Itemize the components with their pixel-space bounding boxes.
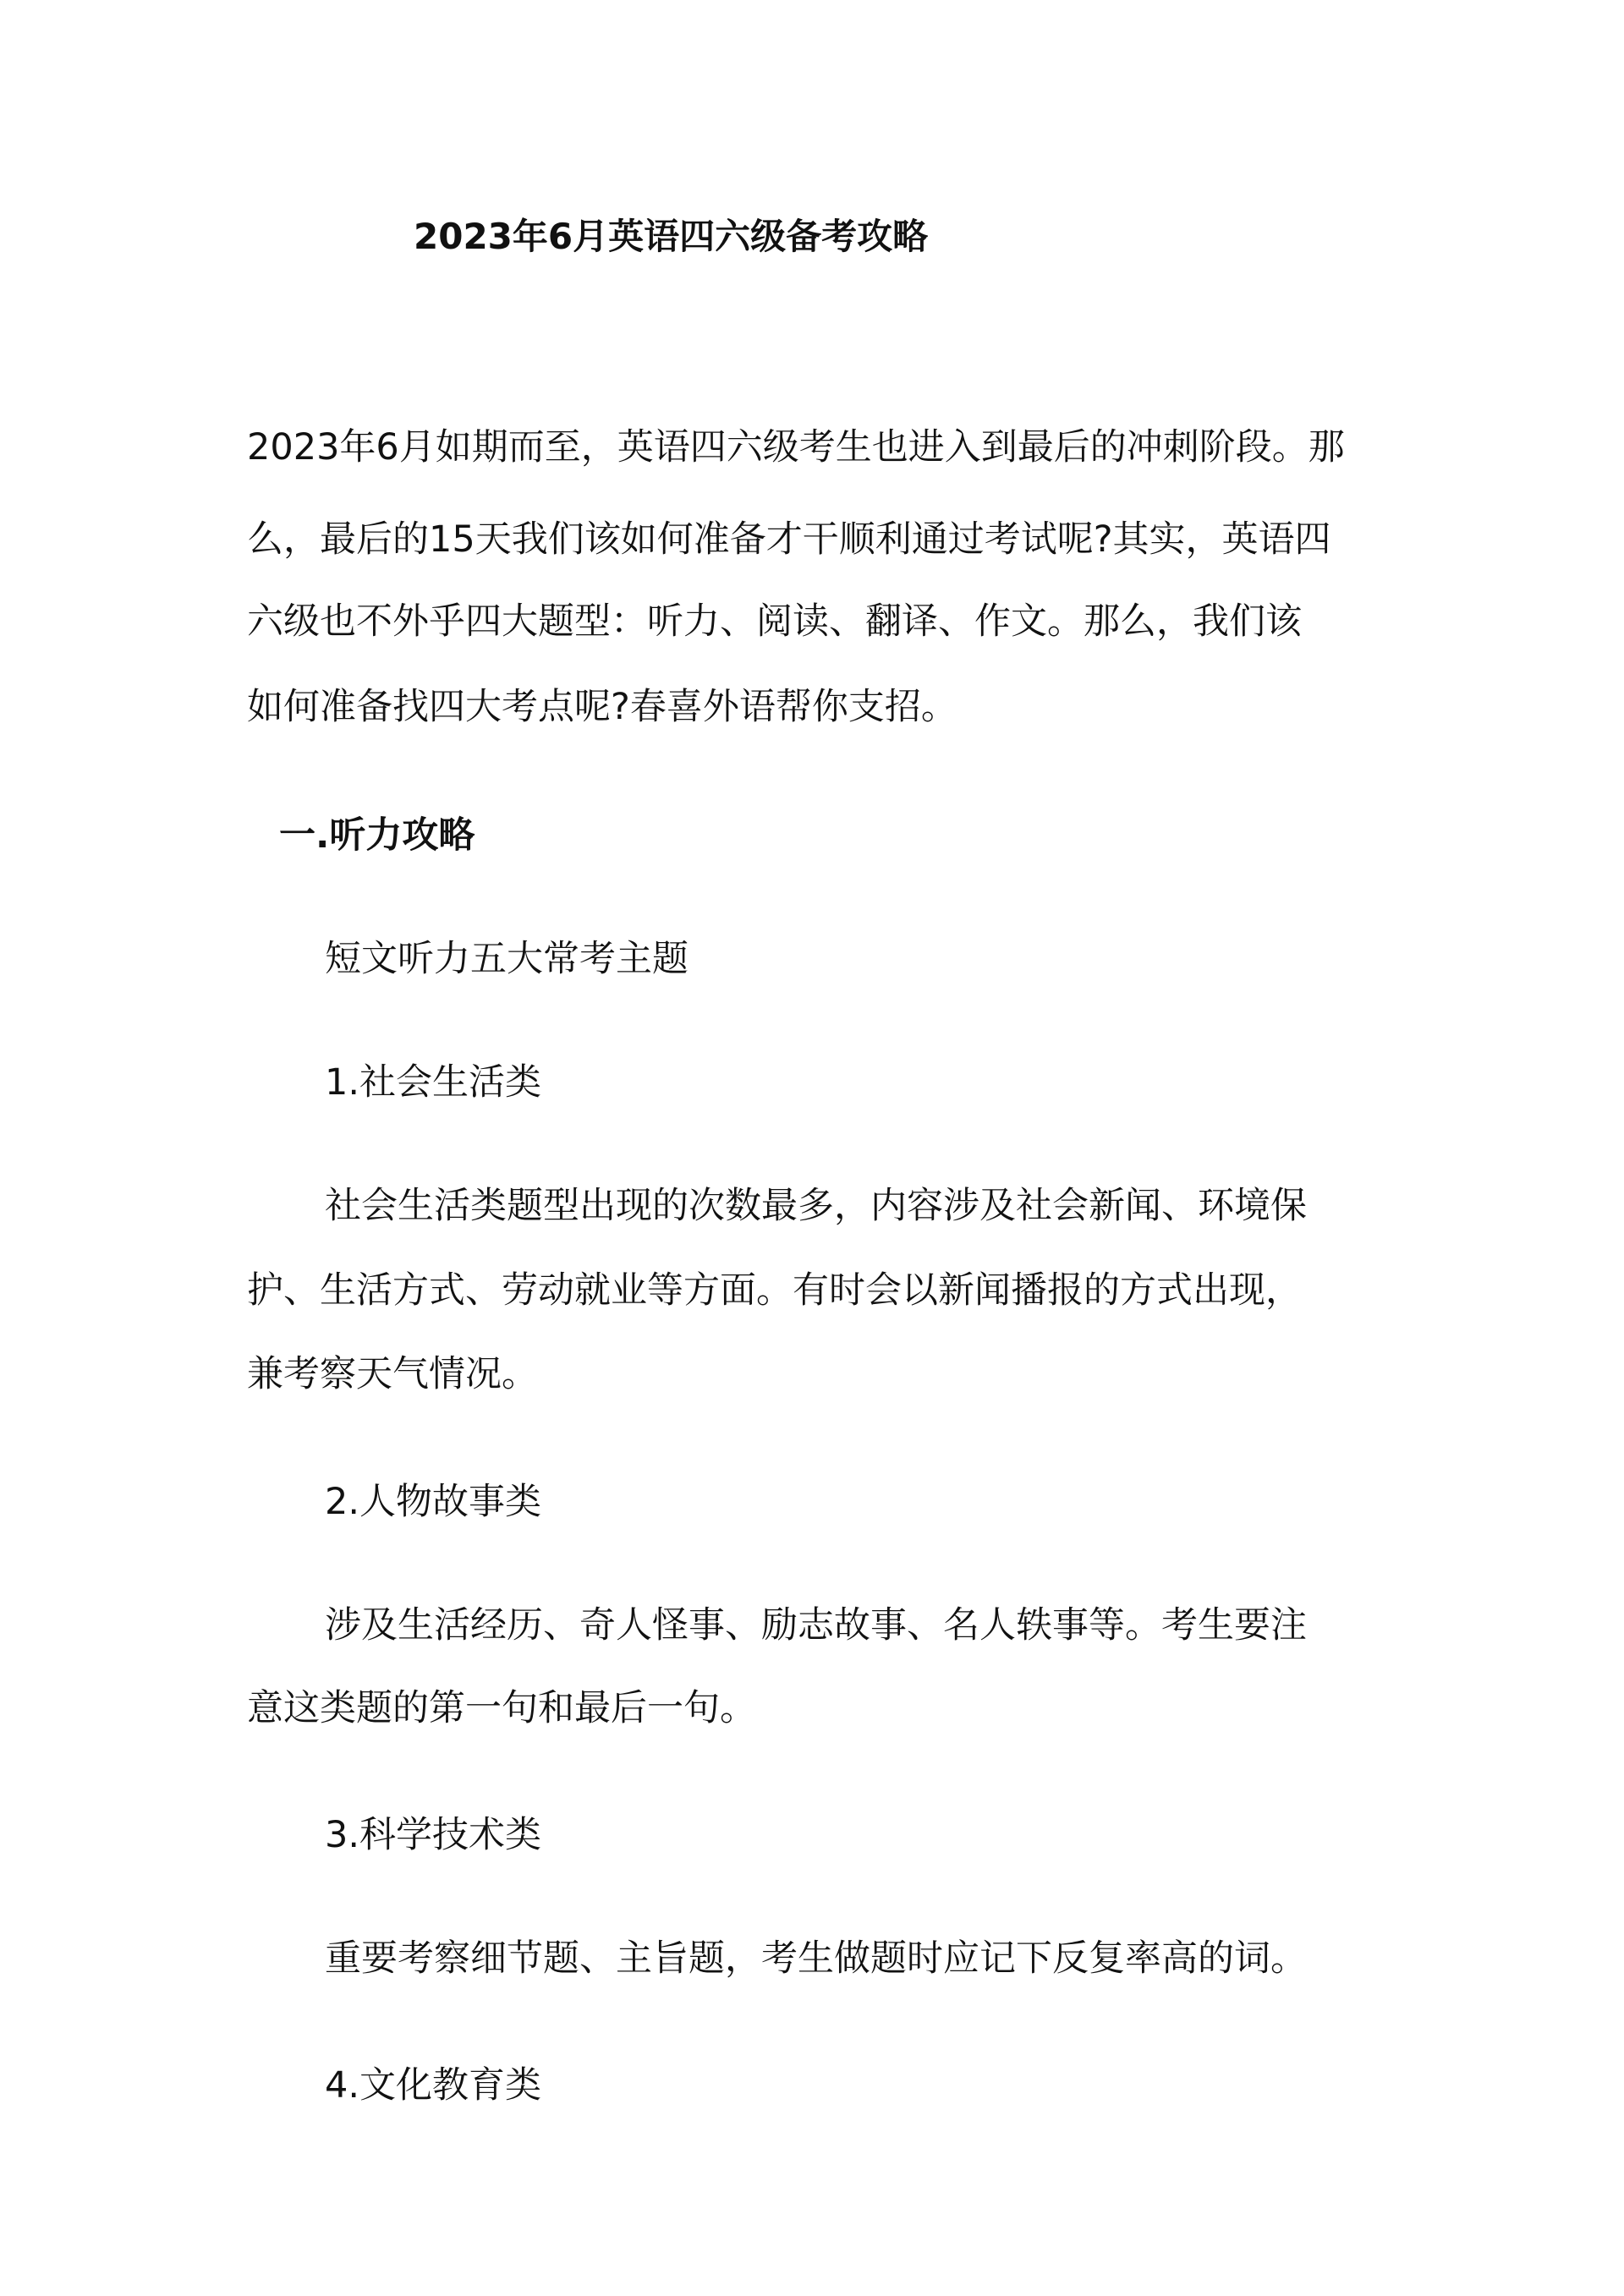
document-title: 2023年6月英语四六级备考攻略: [414, 216, 929, 257]
topic-heading-1: 1.社会生活类: [325, 1061, 542, 1104]
topic-2-line-2: 意这类题的第一句和最后一句。: [247, 1687, 756, 1729]
section-heading-listening: 一.听力攻略: [279, 814, 475, 857]
topic-1-line-2: 护、生活方式、劳动就业等方面。有时会以新闻播报的方式出现，: [247, 1269, 1302, 1312]
intro-line-2: 么，最后的15天我们该如何准备才干顺利通过考试呢?其实，英语四: [247, 518, 1331, 561]
topic-heading-2: 2.人物故事类: [325, 1481, 542, 1523]
topic-heading-4: 4.文化教育类: [325, 2064, 542, 2107]
intro-line-4: 如何准备找四大考点呢?春喜外语帮你支招。: [247, 686, 957, 728]
intro-line-1: 2023年6月如期而至，英语四六级考生也进入到最后的冲刺阶段。那: [247, 426, 1345, 469]
subheading-topics: 短文听力五大常考主题: [325, 938, 689, 980]
intro-line-3: 六级也不外乎四大题型：听力、阅读、翻译、作文。那么，我们该: [247, 600, 1302, 643]
topic-1-line-3: 兼考察天气情况。: [247, 1353, 538, 1395]
topic-3-line-1: 重要考察细节题、主旨题，考生做题时应记下反复率高的词。: [325, 1937, 1307, 1980]
topic-1-line-1: 社会生活类题型出现的次数最多，内容涉及社会新闻、环境保: [325, 1185, 1307, 1227]
topic-2-line-1: 涉及生活经历、奇人怪事、励志故事、名人轶事等。考生要注: [325, 1604, 1307, 1647]
topic-heading-3: 3.科学技术类: [325, 1814, 542, 1856]
